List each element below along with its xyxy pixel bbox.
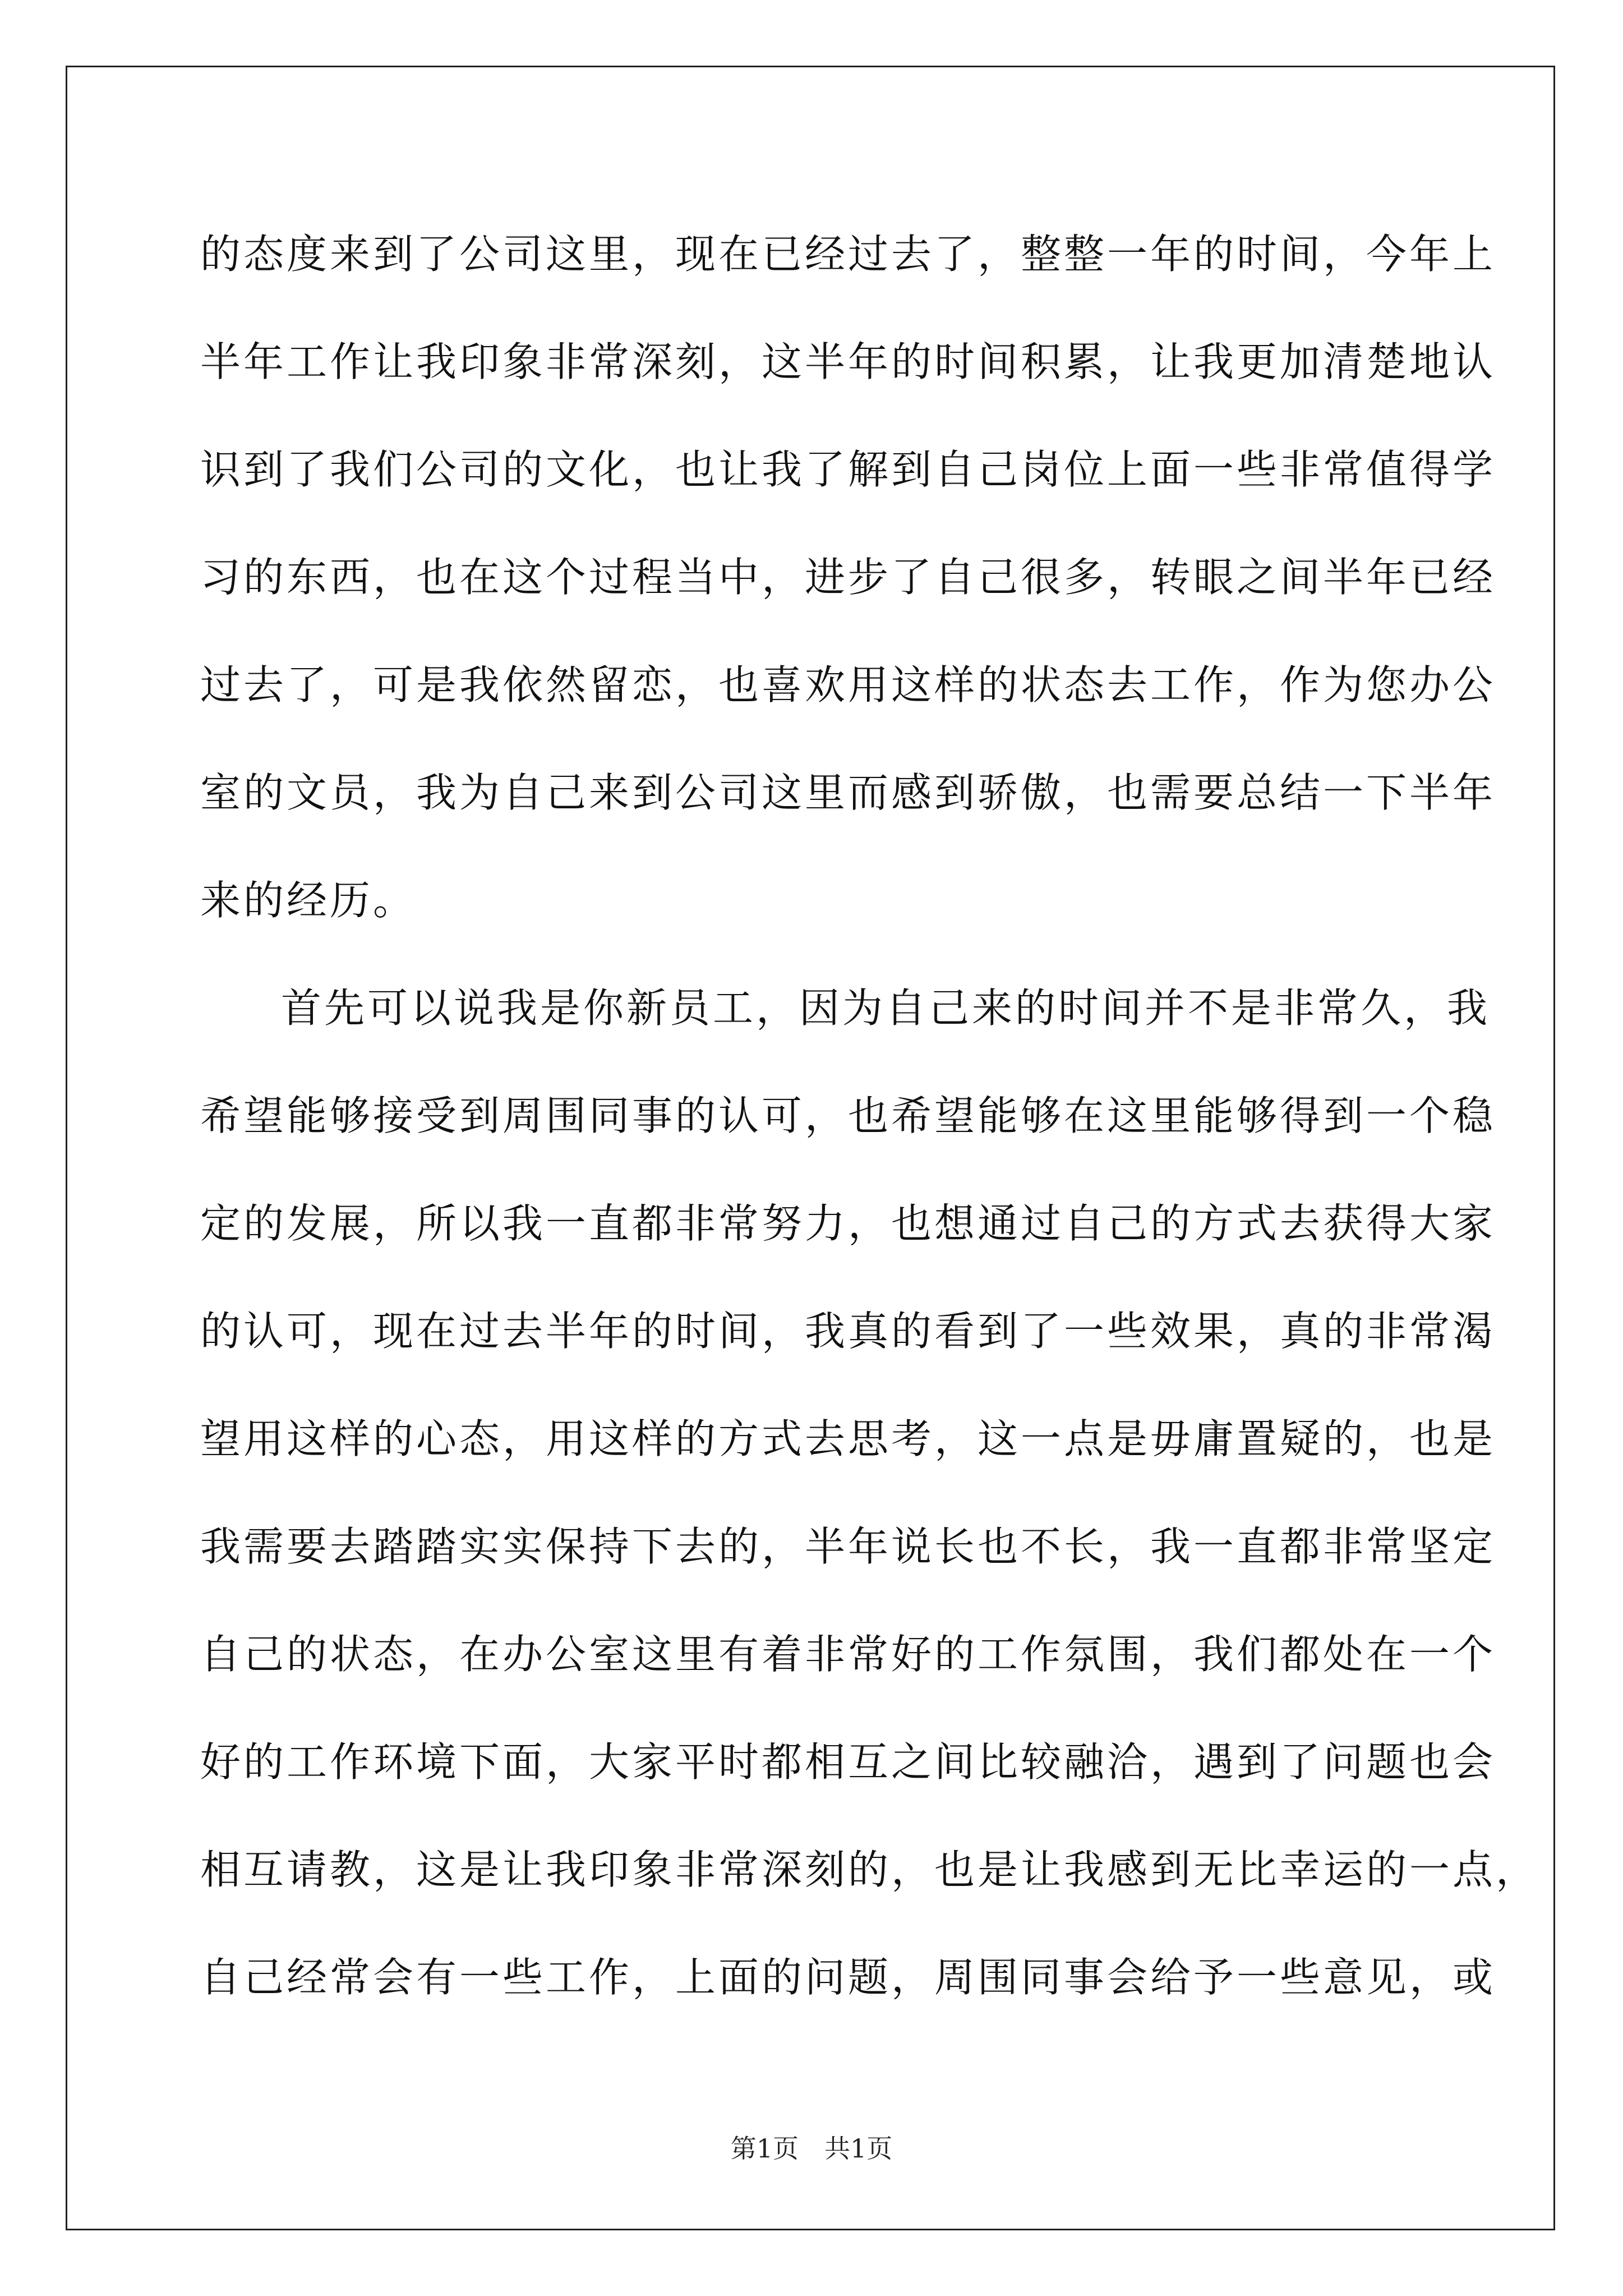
- line-text: 自己的状态，在办公室这里有着非常好的工作氛围，我们都处在一个: [200, 1631, 1496, 1678]
- line-text: 望用这样的心态，用这样的方式去思考，这一点是毋庸置疑的，也是: [200, 1415, 1496, 1462]
- text-line-12: [200, 1397, 1496, 1504]
- text-line-5: [200, 643, 1496, 751]
- line-text: 来的经历。: [200, 877, 417, 924]
- text-line-8: [200, 966, 1491, 1074]
- text-line-2: [200, 320, 1496, 427]
- line-text: 相互请教，这是让我印象非常深刻的，也是让我感到无比幸运的一点，: [200, 1846, 1539, 1893]
- text-line-14: [200, 1612, 1496, 1720]
- text-line-15: [200, 1720, 1496, 1828]
- page-number-current: 第1页: [730, 2133, 799, 2164]
- text-line-7: [200, 858, 1434, 966]
- text-line-16: [200, 1828, 1539, 1935]
- text-line-3: [200, 427, 1496, 535]
- line-text: 识到了我们公司的文化，也让我了解到自己岗位上面一些非常值得学: [200, 446, 1496, 493]
- text-line-11: [200, 1289, 1496, 1397]
- page-footer: [0, 2132, 1623, 2165]
- line-text: 好的工作环境下面，大家平时都相互之间比较融洽，遇到了问题也会: [200, 1738, 1496, 1786]
- line-text: 的认可，现在过去半年的时间，我真的看到了一些效果，真的非常渴: [200, 1308, 1496, 1355]
- text-line-13: [200, 1504, 1496, 1612]
- line-text: 希望能够接受到周围同事的认可，也希望能够在这里能够得到一个稳: [200, 1092, 1496, 1139]
- text-line-6: [200, 751, 1496, 858]
- document-body: [200, 212, 1539, 2043]
- line-text: 我需要去踏踏实实保持下去的，半年说长也不长，我一直都非常坚定: [200, 1523, 1496, 1570]
- line-text: 自己经常会有一些工作，上面的问题，周围同事会给予一些意见，或: [200, 1954, 1496, 2001]
- line-text: 过去了，可是我依然留恋，也喜欢用这样的状态去工作，作为您办公: [200, 661, 1496, 708]
- text-line-1: [200, 212, 1496, 320]
- line-text: 的态度来到了公司这里，现在已经过去了，整整一年的时间，今年上: [200, 231, 1496, 278]
- line-text: 首先可以说我是你新员工，因为自己来的时间并不是非常久，我: [281, 984, 1491, 1032]
- text-line-9: [200, 1074, 1496, 1181]
- text-line-4: [200, 535, 1496, 643]
- line-text: 习的东西，也在这个过程当中，进步了自己很多，转眼之间半年已经: [200, 554, 1496, 601]
- line-text: 室的文员，我为自己来到公司这里而感到骄傲，也需要总结一下半年: [200, 769, 1496, 816]
- line-text: 定的发展，所以我一直都非常努力，也想通过自己的方式去获得大家: [200, 1200, 1496, 1247]
- text-line-17: [200, 1935, 1496, 2043]
- line-text: 半年工作让我印象非常深刻，这半年的时间积累，让我更加清楚地认: [200, 338, 1496, 385]
- page-number-total: 共1页: [824, 2133, 893, 2164]
- text-line-10: [200, 1181, 1496, 1289]
